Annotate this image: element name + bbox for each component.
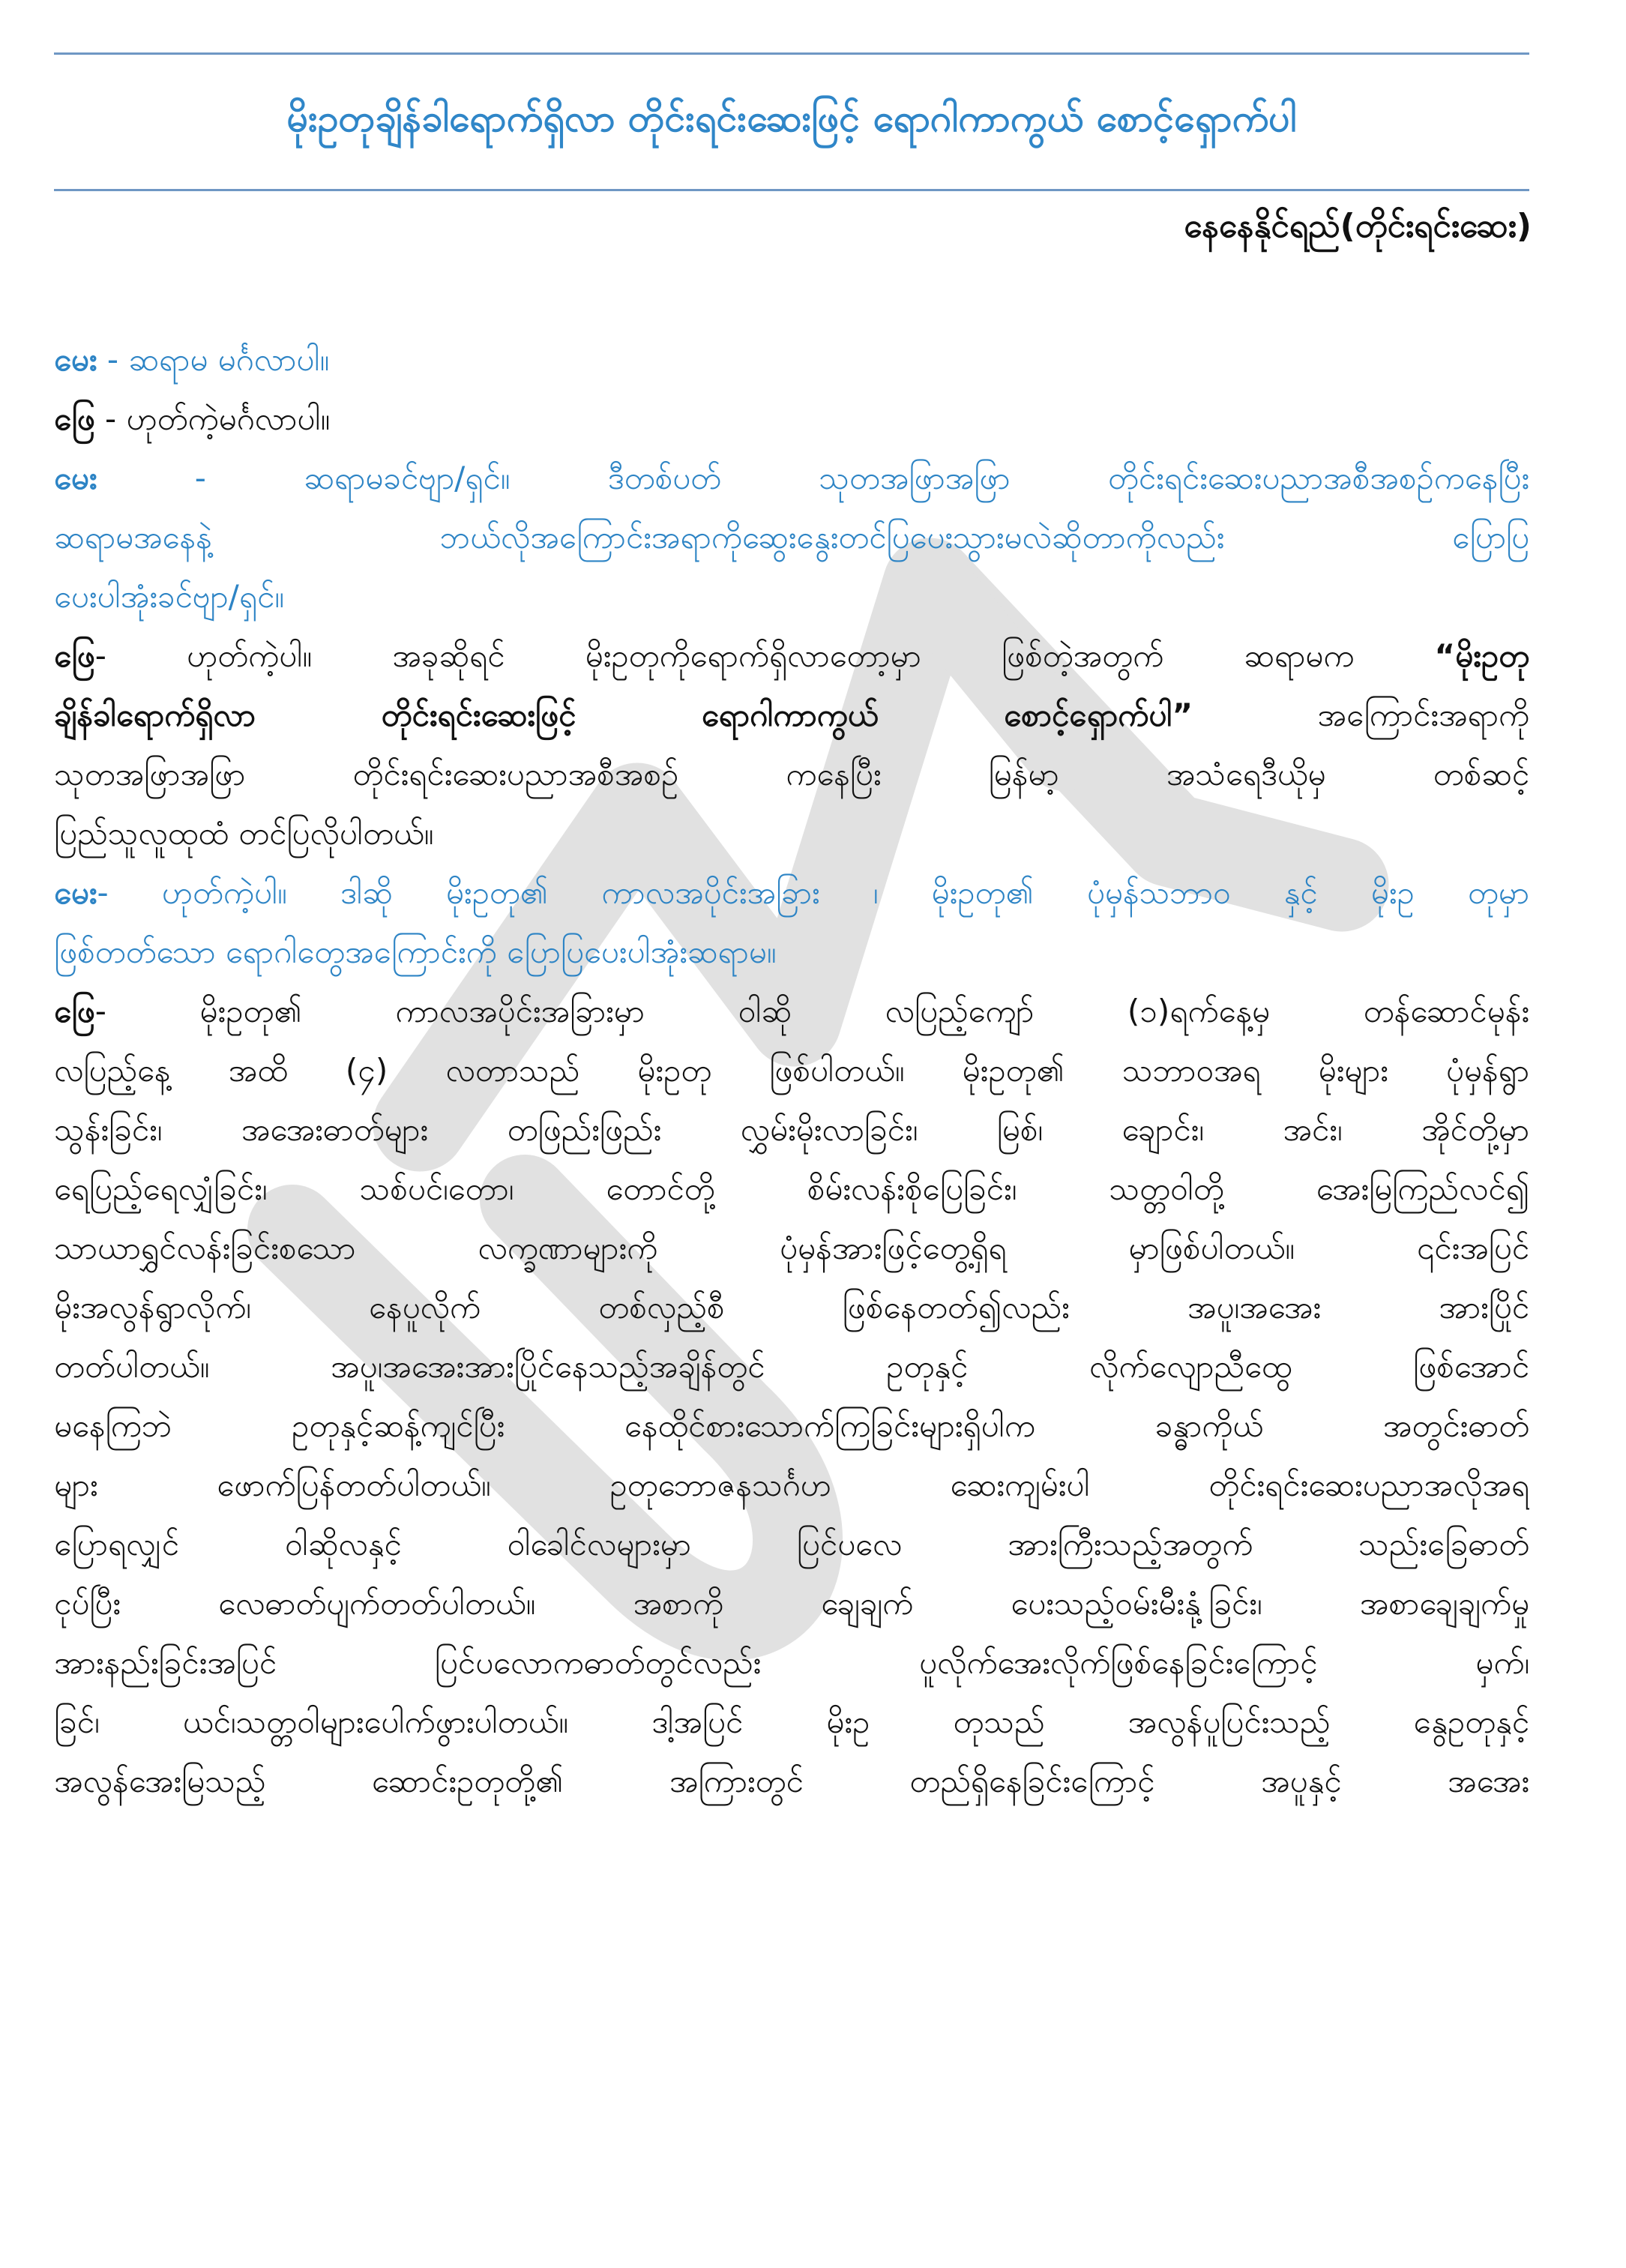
answer-line xyxy=(54,685,1529,745)
highlighted-topic: “မိုးဥတု xyxy=(1434,637,1529,674)
answer-line xyxy=(54,1751,1529,1811)
answer-line xyxy=(54,1337,1529,1396)
line-text: ရေပြည့်ရေလျှံခြင်း၊ သစ်ပင်၊တော၊ တောင်တို့ စိမ်းလန်းစိုပြေခြင်း၊ သတ္တဝါတို့ အေးမြကြည်လင်၍ xyxy=(54,1170,1529,1207)
answer-line xyxy=(54,389,1529,448)
line-text: ပြည်သူလူထုထံ တင်ပြလိုပါတယ်။ xyxy=(54,815,434,852)
author-byline: နေနေနိုင်ရည်(တိုင်းရင်းဆေး) xyxy=(1184,207,1532,245)
title-divider xyxy=(54,189,1529,191)
answer-line xyxy=(54,1514,1529,1574)
question-label: မေး xyxy=(54,341,97,378)
question-line xyxy=(54,448,1529,508)
answer-line xyxy=(54,1396,1529,1455)
line-text: ပေးပါအုံးခင်ဗျာ/ရှင်။ xyxy=(54,578,284,615)
answer-line xyxy=(54,1692,1529,1751)
question-line xyxy=(54,922,1529,981)
answer-label: ဖြေ xyxy=(54,993,95,1029)
answer-line xyxy=(54,1218,1529,1278)
answer-label: ဖြေ xyxy=(54,400,95,437)
question-line xyxy=(54,508,1529,567)
interview-body xyxy=(54,330,1529,1811)
answer-line xyxy=(54,1633,1529,1692)
answer-line xyxy=(54,626,1529,685)
answer-line xyxy=(54,1100,1529,1159)
top-divider xyxy=(54,52,1529,55)
answer-line xyxy=(54,1278,1529,1337)
answer-line xyxy=(54,1455,1529,1514)
line-text: ပြောရလျှင် ဝါဆိုလနှင့် ဝါခေါင်လများမှာ ပြင်ပလေ အားကြီးသည့်အတွက် သည်းခြေဓာတ် xyxy=(54,1526,1529,1562)
line-text: အလွန်အေးမြသည့် ဆောင်းဥတုတို့၏ အကြားတွင် တည်ရှိနေခြင်းကြောင့် အပူနှင့် အအေး xyxy=(54,1763,1529,1799)
line-text: - မိုးဥတု၏ ကာလအပိုင်းအခြားမှာ ဝါဆို လပြည့်ကျော် (၁)ရက်နေ့မှ တန်ဆောင်မုန်း xyxy=(94,993,1529,1029)
line-text: - ဟုတ်ကဲ့မင်္ဂလာပါ။ xyxy=(94,400,331,437)
line-text-continued: အကြောင်းအရာကို xyxy=(1193,697,1529,733)
question-label: မေး xyxy=(54,460,97,496)
answer-label: ဖြေ xyxy=(54,637,95,674)
line-text: အားနည်းခြင်းအပြင် ပြင်ပလောကဓာတ်တွင်လည်း ပူလိုက်အေးလိုက်ဖြစ်နေခြင်းကြောင့် မှက်၊ xyxy=(54,1644,1529,1681)
line-text: ငုပ်ပြီး လေဓာတ်ပျက်တတ်ပါတယ်။ အစာကို ချေချက် ပေးသည့်ဝမ်းမီးနုံ့ခြင်း၊ အစာချေချက်မှု xyxy=(54,1585,1529,1622)
line-text: သာယာရွှင်လန်းခြင်းစသော လက္ခဏာများကို ပုံမှန်အားဖြင့်တွေ့ရှိရ မှာဖြစ်ပါတယ်။ ၎င်းအပြင် xyxy=(54,1230,1529,1266)
line-text: လပြည့်နေ့ အထိ (၄) လတာသည် မိုးဥတု ဖြစ်ပါတယ်။ မိုးဥတု၏ သဘာဝအရ မိုးများ ပုံမှန်ရွာ xyxy=(54,1052,1529,1089)
line-text: - ဆရာမခင်ဗျာ/ရှင်။ ဒီတစ်ပတ် သုတအဖြာအဖြာ တိုင်းရင်းဆေးပညာအစီအစဉ်ကနေပြီး xyxy=(97,460,1529,496)
highlighted-topic: ချိန်ခါရောက်ရှိလာ တိုင်းရင်းဆေးဖြင့် ရောဂါကာကွယ် စောင့်ရှောက်ပါ” xyxy=(54,697,1193,733)
line-text: ဖြစ်တတ်သော ရောဂါတွေအကြောင်းကို ပြောပြပေးပါအုံးဆရာမ။ xyxy=(54,933,777,970)
line-text: များ ဖောက်ပြန်တတ်ပါတယ်။ ဥတုဘောဇနသင်္ဂဟ ဆေးကျမ်းပါ တိုင်းရင်းဆေးပညာအလိုအရ xyxy=(54,1467,1529,1503)
line-text: - ဟုတ်ကဲ့ပါ။ ဒါဆို မိုးဥတု၏ ကာလအပိုင်းအခြား ၊ မိုးဥတု၏ ပုံမှန်သဘာဝ နှင့် မိုးဥ တုမှာ xyxy=(97,874,1529,911)
page-title: မိုးဥတုချိန်ခါရောက်ရှိလာ တိုင်းရင်းဆေးဖြင့် ရောဂါကာကွယ် စောင့်ရှောက်ပါ xyxy=(286,97,1297,140)
line-text: - ဆရာမ မင်္ဂလာပါ။ xyxy=(97,341,330,378)
line-text: မနေကြဘဲ ဥတုနှင့်ဆန့်ကျင်ပြီး နေထိုင်စားသောက်ကြခြင်းများရှိပါက ခန္ဓာကိုယ် အတွင်းဓာတ် xyxy=(54,1407,1529,1444)
question-label: မေး xyxy=(54,874,97,911)
line-text: ခြင်၊ ယင်၊သတ္တဝါများပေါက်ဖွားပါတယ်။ ဒါ့အပြင် မိုးဥ တုသည် အလွန်ပူပြင်းသည့် နွေဥတုနှင့် xyxy=(54,1703,1529,1740)
answer-line xyxy=(54,1574,1529,1633)
answer-line xyxy=(54,1041,1529,1100)
answer-line xyxy=(54,981,1529,1041)
question-line xyxy=(54,863,1529,922)
line-text: သွန်းခြင်း၊ အအေးဓာတ်များ တဖြည်းဖြည်း လွှမ်းမိုးလာခြင်း၊ မြစ်၊ ချောင်း၊ အင်း၊ အိုင်တို့မှာ xyxy=(54,1111,1529,1148)
line-text: တတ်ပါတယ်။ အပူ၊အအေးအားပြိုင်နေသည့်အချိန်တွင် ဥတုနှင့် လိုက်လျောညီထွေ ဖြစ်အောင် xyxy=(54,1348,1529,1385)
line-text: မိုးအလွန်ရွာလိုက်၊ နေပူလိုက် တစ်လှည့်စီ ဖြစ်နေတတ်၍လည်း အပူ၊အအေး အားပြိုင် xyxy=(54,1289,1529,1326)
question-line xyxy=(54,330,1529,389)
line-text: သုတအဖြာအဖြာ တိုင်းရင်းဆေးပညာအစီအစဉ် ကနေပြီး မြန်မာ့ အသံရေဒီယိုမှ တစ်ဆင့် xyxy=(54,756,1529,792)
answer-line xyxy=(54,804,1529,863)
line-text: ဆရာမအနေနဲ့ ဘယ်လိုအကြောင်းအရာကိုဆွေးနွေးတင်ပြပေးသွားမလဲဆိုတာကိုလည်း ပြောပြ xyxy=(54,519,1529,556)
question-line xyxy=(54,567,1529,626)
answer-line xyxy=(54,745,1529,804)
line-text: - ဟုတ်ကဲ့ပါ။ အခုဆိုရင် မိုးဥတုကိုရောက်ရှိလာတော့မှာ ဖြစ်တဲ့အတွက် ဆရာမက xyxy=(94,637,1435,674)
answer-line xyxy=(54,1159,1529,1218)
